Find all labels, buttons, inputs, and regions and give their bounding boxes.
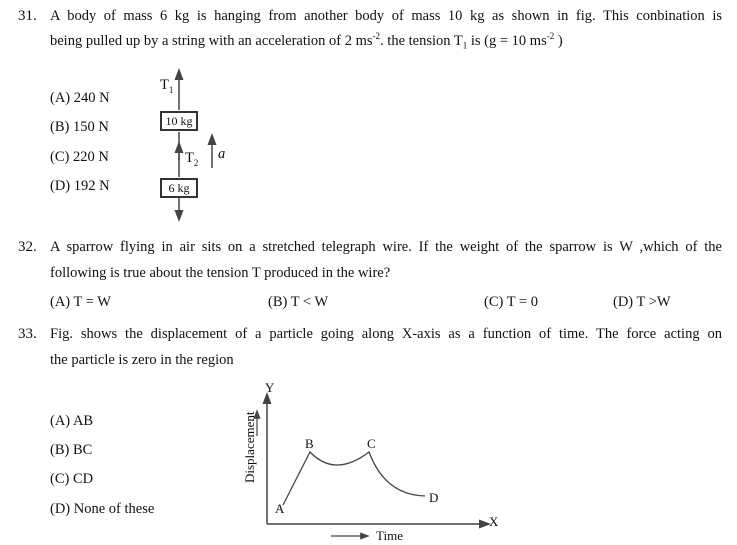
question-text-line1: A body of mass 6 kg is hanging from another body of mass 10 kg as shown in fig. This conbination is (50, 8, 722, 24)
text: is (g = 10 ms (467, 32, 547, 49)
option-b[interactable]: (B) BC (50, 442, 93, 458)
displacement-curve (283, 452, 425, 505)
point-c-label: C (367, 436, 376, 451)
point-b-label: B (305, 436, 314, 451)
question-text-line1: Fig. shows the displacement of a particle going along X-axis as a function of time. The force acting on (50, 326, 722, 342)
option-c[interactable]: (C) 220 N (50, 149, 109, 165)
option-a[interactable]: (A) AB (50, 413, 94, 429)
text: T (185, 150, 194, 166)
point-d-label: D (429, 490, 439, 505)
question-number: 33. (18, 326, 37, 342)
text: . the tension T (380, 32, 463, 49)
option-d[interactable]: (D) 192 N (50, 178, 110, 194)
time-label: Time (376, 528, 403, 543)
text: T (160, 77, 169, 93)
point-a-label: A (275, 501, 285, 516)
text: ) (554, 32, 563, 49)
option-b[interactable]: (B) 150 N (50, 119, 109, 135)
text: -2 (546, 31, 555, 41)
box-6kg: 6 kg (160, 178, 198, 198)
text: being pulled up by a string with an acceleration of 2 ms (50, 32, 373, 49)
text: 2 (193, 157, 199, 168)
text: 1 (168, 84, 174, 95)
option-b[interactable]: (B) T < W (268, 294, 329, 310)
box-10kg: 10 kg (160, 111, 198, 131)
text: 1 (462, 40, 468, 51)
question-number: 31. (18, 8, 37, 24)
question-text-line1: A sparrow flying in air sits on a stretched telegraph wire. If the weight of the sparrow is W ,which of the (50, 239, 722, 255)
question-text-line2: following is true about the tension T produced in the wire? (50, 265, 391, 281)
question-number: 32. (18, 239, 37, 255)
acceleration-label: a (218, 146, 226, 162)
option-a[interactable]: (A) T = W (50, 294, 111, 310)
question-text-line2: the particle is zero in the region (50, 352, 234, 368)
text: -2 (372, 31, 381, 41)
x-axis-label: X (489, 514, 499, 529)
option-a[interactable]: (A) 240 N (50, 90, 110, 106)
option-d[interactable]: (D) T >W (613, 294, 671, 310)
y-axis-label: Y (265, 380, 275, 395)
option-d[interactable]: (D) None of these (50, 501, 155, 517)
option-c[interactable]: (C) T = 0 (484, 294, 538, 310)
displacement-label: Displacement (242, 411, 257, 483)
option-c[interactable]: (C) CD (50, 471, 94, 487)
